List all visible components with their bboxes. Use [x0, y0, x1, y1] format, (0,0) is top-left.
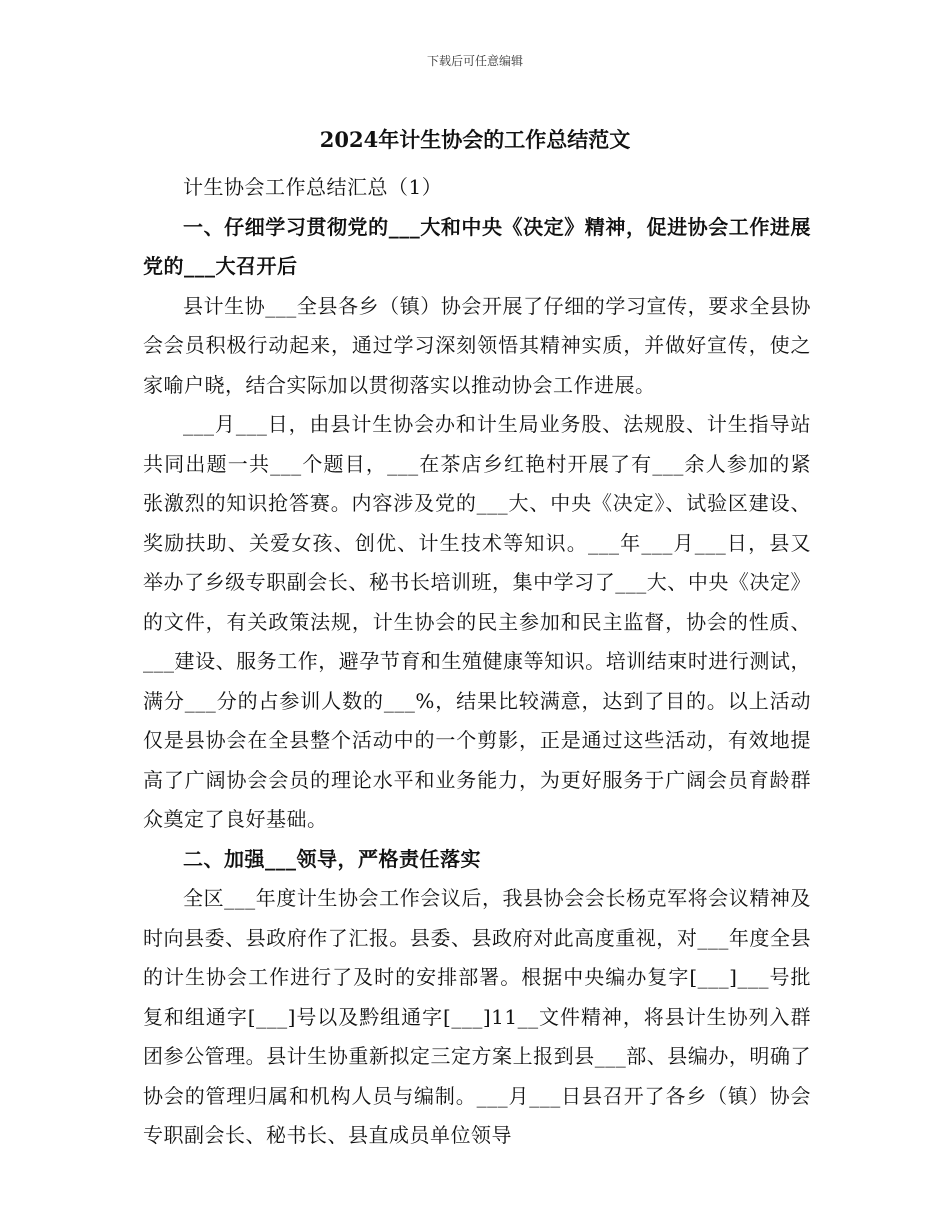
paragraph-subtitle: 计生协会工作总结汇总（1） [183, 175, 443, 199]
header-note: 下载后可任意编辑 [426, 54, 523, 68]
paragraph-1: 县计生协___全县各乡（镇）协会开展了仔细的学习宣传，要求全县协会会员积极行动起来，通过学习深刻领悟其精神实质，并做好宣传，使之家喻户晓，结合实际加以贯彻落实以推动协会工作进展。 [143, 293, 811, 397]
paragraph-2: ___月___日，由县计生协会办和计生局业务股、法规股、计生指导站共同出题一共___个题目，___在茶店乡红艳村开展了有___余人参加的紧张激烈的知识抢答赛。内容涉及党的___大、中央《决定》、试验区建设、奖励扶助、关爱女孩、创优、计生技术等知识。___年___月___日，县又举办了乡级专职副会长、秘书长培训班，集中学习了___大、中央《决定》的文件，有关政策法规，计生协会的民主参加和民主监督，协会的性质、___建设、服务工作，避孕节育和生殖健康等知识。培训结束时进行测试，满分___分的占参训人数的___%，结果比较满意，达到了目的。以上活动仅是县协会在全县整个活动中的一个剪影，正是通过这些活动，有效地提高了广阔协会会员的理论水平和业务能力，为更好服务于广阔会员育龄群众奠定了良好基础。 [143, 412, 811, 831]
section-heading-2: 二、加强___领导，严格责任落实 [183, 846, 481, 871]
document-body [143, 168, 811, 1156]
paragraph-3: 全区___年度计生协会工作会议后，我县协会会长杨克军将会议精神及时向县委、县政府作了汇报。县委、县政府对此高度重视，对___年度全县的计生协会工作进行了及时的安排部署。根据中央编办复字[___]___号批复和组通字[___]号以及黔组通字[___]11__文件精神，将县计生协列入群团参公管理。县计生协重新拟定三定方案上报到县___部、县编办，明确了协会的管理归属和机构人员与编制。___月___日县召开了各乡（镇）协会专职副会长、秘书长、县直成员单位领导 [143, 886, 811, 1147]
document-title: 2024年计生协会的工作总结范文 [319, 127, 631, 152]
section-heading-1: 一、仔细学习贯彻党的___大和中央《决定》精神，促进协会工作进展党的___大召开后 [143, 214, 811, 278]
